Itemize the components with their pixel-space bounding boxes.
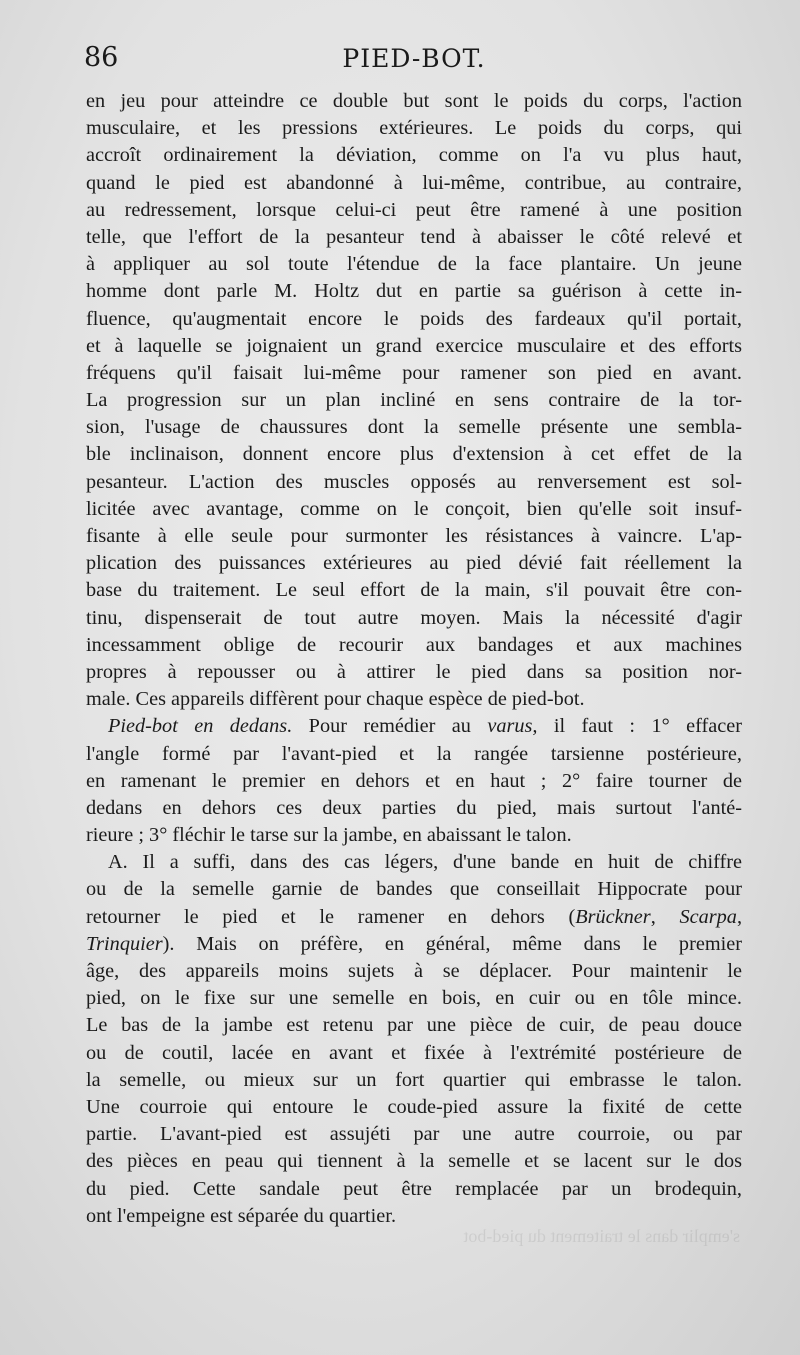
text-line: licitée avec avantage, comme on le conçoit, bien qu'elle soit insuf- <box>86 497 742 520</box>
text-line: tinu, dispenserait de tout autre moyen. Mais la nécessité d'agir <box>86 606 742 629</box>
text-line: musculaire, et les pressions extérieures. Le poids du corps, qui <box>86 117 742 140</box>
text-line: telle, que l'effort de la pesanteur tend à abaisser le côté relevé et <box>86 225 742 248</box>
text-line: rieure ; 3° fléchir le tarse sur la jambe, en abaissant le talon. <box>86 824 572 847</box>
text-run: ). Mais on préfère, en général, même dans le premier <box>162 932 742 955</box>
author-name-italic: Brückner <box>575 905 651 928</box>
text-line: ou de coutil, lacée en avant et fixée à l'extrémité postérieure de <box>86 1041 742 1064</box>
section-heading-italic: Pied-bot en dedans. <box>108 715 293 738</box>
text-line: Une courroie qui entoure le coude-pied assure la fixité de cette <box>86 1095 742 1118</box>
text-line: incessamment oblige de recourir aux bandages et aux machines <box>86 633 742 656</box>
text-line: fréquens qu'il faisait lui-même pour ramener son pied en avant. <box>86 361 742 384</box>
author-name-italic: Trinquier <box>86 932 163 955</box>
text-line <box>86 904 742 931</box>
text-line: ou de la semelle garnie de bandes que conseillait Hippocrate pour <box>86 878 742 901</box>
text-line: partie. L'avant-pied est assujéti par une autre courroie, ou par <box>86 1123 742 1146</box>
text-line: quand le pied est abandonné à lui-même, contribue, au contraire, <box>86 171 742 194</box>
text-line: du pied. Cette sandale peut être remplacée par un brodequin, <box>86 1177 742 1200</box>
term-italic: varus, <box>487 715 538 738</box>
text-line: pesanteur. L'action des muscles opposés au renversement est sol- <box>86 470 742 493</box>
text-line: âge, des appareils moins sujets à se déplacer. Pour maintenir le <box>86 960 742 982</box>
text-line: des pièces en peau qui tiennent à la semelle et se lacent sur le dos <box>86 1150 742 1173</box>
text-line: l'angle formé par l'avant-pied et la rangée tarsienne postérieure, <box>86 742 742 765</box>
text-line: fisante à elle seule pour surmonter les résistances à vaincre. L'ap- <box>86 525 742 547</box>
text-line <box>86 713 742 740</box>
text-line: homme dont parle M. Holtz dut en partie sa guérison à cette in- <box>86 280 742 303</box>
running-head: PIED-BOT. <box>342 44 486 73</box>
paragraph-3 <box>86 849 742 1230</box>
text-line: en ramenant le premier en dehors et en haut ; 2° faire tourner de <box>86 769 742 792</box>
text-line: fluence, qu'augmentait encore le poids des fardeaux qu'il portait, <box>86 307 742 330</box>
text-line: pied, on le fixe sur une semelle en bois, en cuir ou en tôle mince. <box>86 987 742 1010</box>
text-line <box>86 931 742 958</box>
text-run: , <box>650 905 680 928</box>
paragraph-1 <box>86 88 742 713</box>
text-line: plication des puissances extérieures au pied dévié fait réellement la <box>86 552 742 575</box>
text-line: dedans en dehors ces deux parties du pied, mais surtout l'anté- <box>86 796 742 819</box>
text-line: et à laquelle se joignaient un grand exercice musculaire et des efforts <box>86 334 742 357</box>
text-run: , <box>736 905 743 928</box>
author-name-italic: Scarpa <box>679 905 737 928</box>
text-line: ont l'empeigne est séparée du quartier. <box>86 1204 397 1227</box>
text-line: base du traitement. Le seul effort de la main, s'il pouvait être con- <box>86 579 742 602</box>
text-line: au redressement, lorsque celui-ci peut être ramené à une position <box>86 198 742 221</box>
text-line: accroît ordinairement la déviation, comme on l'a vu plus haut, <box>86 144 742 167</box>
text-run: Pour remédier au <box>292 715 488 738</box>
text-line: male. Ces appareils diffèrent pour chaque espèce de pied-bot. <box>86 688 585 711</box>
text-line: ble inclinaison, donnent encore plus d'extension à cet effet de la <box>86 443 742 466</box>
bleed-through-text: s'emplir dans le traitement du pied-bot <box>463 1226 740 1246</box>
text-line: sion, l'usage de chaussures dont la semelle présente une sembla- <box>86 416 742 439</box>
text-line: Le bas de la jambe est retenu par une pièce de cuir, de peau douce <box>86 1014 742 1037</box>
text-line: la semelle, ou mieux sur un fort quartier qui embrasse le talon. <box>86 1068 742 1091</box>
text-run: il faut : 1° effacer <box>537 715 742 738</box>
body-text <box>86 88 742 1230</box>
text-line: La progression sur un plan incliné en sens contraire de la tor- <box>86 389 742 412</box>
page-number: 86 <box>84 42 119 73</box>
paragraph-2 <box>86 713 742 849</box>
text-line: A. Il a suffi, dans des cas légers, d'une bande en huit de chiffre <box>108 851 742 874</box>
text-run: retourner le pied et le ramener en dehors ( <box>86 905 576 928</box>
page-header <box>84 42 744 82</box>
text-line: propres à repousser ou à attirer le pied dans sa position nor- <box>86 660 742 683</box>
text-line: en jeu pour atteindre ce double but sont le poids du corps, l'action <box>86 90 742 112</box>
text-line: à appliquer au sol toute l'étendue de la face plantaire. Un jeune <box>86 253 742 276</box>
